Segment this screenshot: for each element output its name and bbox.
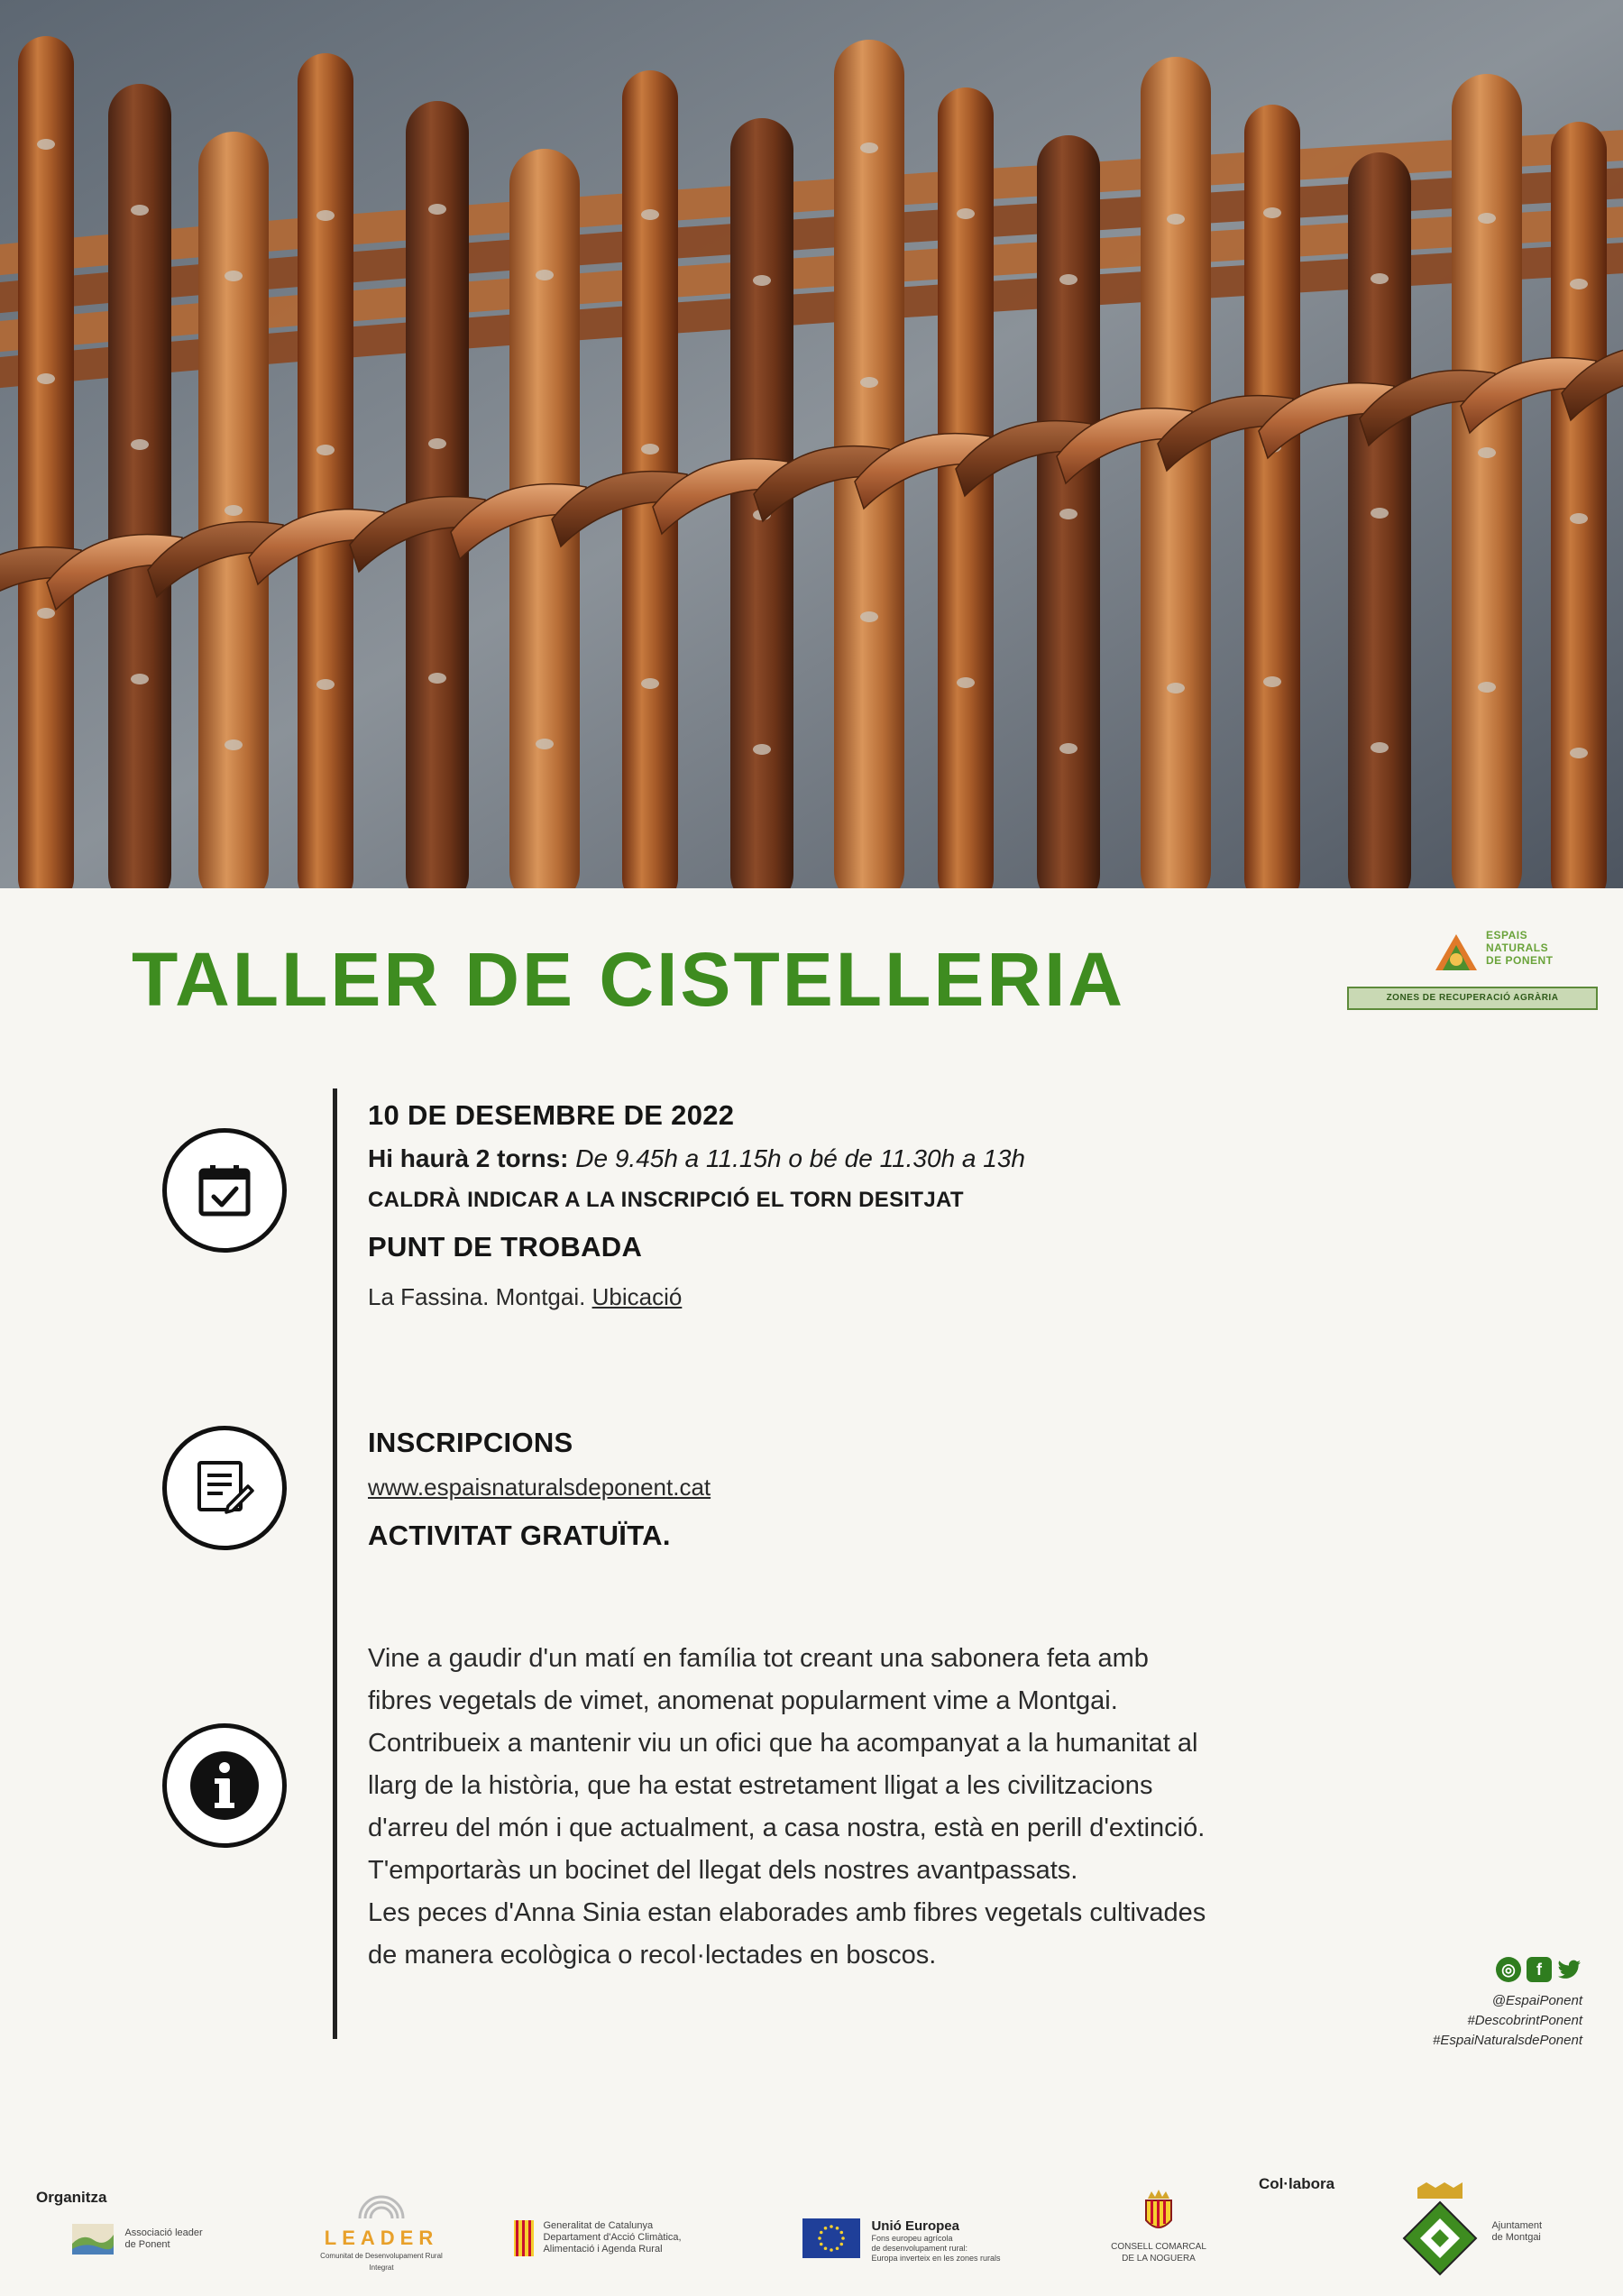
wicker-knot <box>1371 273 1389 284</box>
logo-name-line: DE PONENT <box>1486 954 1554 967</box>
wicker-knot <box>316 679 335 690</box>
consell-comarcal-logo <box>1091 2188 1226 2264</box>
event-date: 10 DE DESEMBRE DE 2022 <box>368 1099 735 1131</box>
registration-form-icon <box>162 1426 287 1550</box>
eu-star <box>839 2231 843 2235</box>
meeting-place <box>368 1283 1025 1311</box>
wicker-knot <box>957 677 975 688</box>
wicker-knot <box>1263 207 1281 218</box>
facebook-icon[interactable]: f <box>1527 1957 1552 1982</box>
social-block <box>1433 1957 1582 2051</box>
wicker-knot <box>1371 742 1389 753</box>
description-line: Vine a gaudir d'un matí en família tot creant una sabonera feta amb <box>368 1644 1149 1673</box>
description-line: de manera ecològica o recol·lectades en boscos. <box>368 1941 937 1970</box>
twitter-icon[interactable] <box>1557 1957 1582 1982</box>
social-icons <box>1433 1957 1582 1982</box>
leaf-house-icon <box>1430 927 1482 976</box>
leader-subtitle: Comunitat de Desenvolupament Rural Integrat <box>320 2252 443 2272</box>
info-icon <box>162 1723 287 1848</box>
wicker-knot <box>37 608 55 619</box>
wicker-knot <box>753 744 771 755</box>
eu-flag-icon <box>802 2218 860 2258</box>
wicker-knot <box>1167 214 1185 225</box>
registration-details <box>368 1427 711 1552</box>
logo-text: Alimentació i Agenda Rural <box>543 2244 663 2255</box>
wicker-knot <box>536 270 554 280</box>
logo-text: de Ponent <box>124 2239 170 2250</box>
description-line: Les peces d'Anna Sinia estan elaborades amb fibres vegetals cultivades <box>368 1898 1206 1927</box>
eu-title: Unió Europea <box>871 2218 959 2234</box>
wicker-stake <box>1141 57 1211 888</box>
free-activity-label: ACTIVITAT GRATUÏTA. <box>368 1520 671 1551</box>
wicker-knot <box>957 208 975 219</box>
wicker-knot <box>37 139 55 150</box>
wicker-stake <box>1452 74 1522 888</box>
wicker-knot <box>1570 748 1588 758</box>
wicker-knot <box>225 505 243 516</box>
wicker-knot <box>536 739 554 749</box>
logo-text: Europa inverteix en les zones rurals <box>871 2254 1001 2263</box>
eu-star <box>824 2227 828 2230</box>
eu-star <box>820 2243 823 2246</box>
logo-name <box>1486 929 1554 967</box>
logo-text: Departament d'Acció Climàtica, <box>543 2232 682 2243</box>
wicker-knot <box>37 373 55 384</box>
generalitat-logo <box>514 2220 682 2256</box>
leader-logo <box>309 2182 454 2273</box>
eu-star <box>841 2236 845 2240</box>
description-line: fibres vegetals de vimet, anomenat popularment vime a Montgai. <box>368 1686 1118 1715</box>
registration-link[interactable]: www.espaisnaturalsdeponent.cat <box>368 1474 711 1501</box>
logo-text: de desenvolupament rural: <box>871 2244 968 2253</box>
wicker-knot <box>225 271 243 281</box>
wicker-knot <box>641 678 659 689</box>
page-title: TALLER DE CISTELLERIA <box>132 937 1126 1022</box>
event-details <box>368 1099 1025 1311</box>
wicker-knot <box>1478 682 1496 693</box>
wicker-knot <box>641 209 659 220</box>
logo-text: Associació leader <box>124 2227 203 2238</box>
description-line: T'emportaràs un bocinet del llegat dels nostres avantpassats. <box>368 1856 1078 1885</box>
wicker-stake <box>18 36 74 888</box>
senyera-icon <box>514 2220 534 2256</box>
wicker-knot <box>428 204 446 215</box>
wicker-knot <box>860 377 878 388</box>
calendar-check-icon <box>162 1128 287 1253</box>
espais-naturals-logo <box>1343 922 1600 1014</box>
wicker-knot <box>1059 274 1077 285</box>
vertical-divider <box>333 1088 337 2039</box>
wicker-knot <box>131 205 149 216</box>
logo-name-line: NATURALS <box>1486 941 1549 954</box>
hero-photo-wicker-basket <box>0 0 1623 888</box>
leader-wordmark <box>309 2227 454 2250</box>
logo-name-line: ESPAIS <box>1486 929 1528 941</box>
eu-star <box>830 2225 833 2228</box>
wicker-knot <box>860 611 878 622</box>
description-line: llarg de la història, que ha estat estretament lligat a les civilitzacions <box>368 1771 1153 1800</box>
event-turns <box>368 1144 1025 1173</box>
coat-of-arms-icon <box>1141 2188 1177 2236</box>
social-hashtag: #EspaiNaturalsdePonent <box>1433 2033 1582 2048</box>
wicker-stake <box>406 101 469 888</box>
wicker-knot <box>1263 676 1281 687</box>
wicker-knot <box>860 142 878 153</box>
social-hashtag: #DescobrintPonent <box>1467 2013 1582 2028</box>
ajuntament-montgai-logo <box>1399 2182 1542 2276</box>
leader-text: LEADER <box>324 2227 439 2249</box>
wicker-knot <box>1478 213 1496 224</box>
instagram-icon[interactable]: ◎ <box>1496 1957 1521 1982</box>
wicker-knot <box>641 444 659 455</box>
wicker-knot <box>1167 683 1185 693</box>
logo-text: Ajuntament <box>1491 2220 1543 2231</box>
wicker-knot <box>316 445 335 455</box>
eu-star <box>836 2227 839 2230</box>
wicker-knot <box>428 438 446 449</box>
wicker-stake <box>1348 152 1411 888</box>
meeting-heading: PUNT DE TROBADA <box>368 1231 643 1263</box>
wicker-knot <box>753 275 771 286</box>
associacio-leader-logo <box>72 2224 203 2255</box>
wicker-knot <box>1570 279 1588 289</box>
turns-detail: De 9.45h a 11.15h o bé de 11.30h a 13h <box>575 1144 1025 1172</box>
meeting-place-text: La Fassina. Montgai. <box>368 1283 586 1310</box>
leader-arc-icon <box>354 2182 408 2220</box>
organitza-label: Organitza <box>36 2189 107 2206</box>
wicker-stake <box>108 84 171 888</box>
description-line: Contribueix a mantenir viu un ofici que ha acompanyat a la humanitat al <box>368 1729 1198 1758</box>
activity-description <box>368 1638 1540 1977</box>
logo-tagline-bar: ZONES DE RECUPERACIÓ AGRÀRIA <box>1347 987 1598 1010</box>
eu-star <box>839 2243 843 2246</box>
wicker-stake <box>1551 122 1607 888</box>
wicker-knot <box>428 673 446 684</box>
wicker-knot <box>1059 509 1077 519</box>
description-line: d'arreu del món i que actualment, a casa nostra, està en perill d'extinció. <box>368 1814 1206 1842</box>
logo-text: DE LA NOGUERA <box>1122 2254 1196 2264</box>
wicker-knot <box>1371 508 1389 519</box>
wicker-knot <box>131 674 149 684</box>
collabora-label: Col·labora <box>1259 2175 1335 2192</box>
registration-heading: INSCRIPCIONS <box>368 1427 573 1458</box>
location-link[interactable]: Ubicació <box>591 1283 683 1310</box>
logo-text: de Montgai <box>1491 2232 1541 2243</box>
logo-text: Fons europeu agrícola <box>871 2234 953 2243</box>
wicker-knot <box>225 739 243 750</box>
wicker-knot <box>1478 447 1496 458</box>
logo-text: CONSELL COMARCAL <box>1111 2242 1206 2252</box>
wicker-knot <box>131 439 149 450</box>
social-handle: @EspaiPonent <box>1491 1993 1582 2008</box>
wicker-stake <box>298 53 353 888</box>
eu-star <box>820 2231 823 2235</box>
wicker-knot <box>1570 513 1588 524</box>
wicker-knot <box>316 210 335 221</box>
montgai-crest-icon <box>1399 2182 1481 2276</box>
wicker-knot <box>1059 743 1077 754</box>
eu-star <box>836 2246 839 2250</box>
wicker-illustration <box>0 0 1623 888</box>
eu-star <box>830 2248 833 2252</box>
turn-note: CALDRÀ INDICAR A LA INSCRIPCIÓ EL TORN DESITJAT <box>368 1188 964 1212</box>
eu-star <box>818 2236 821 2240</box>
logo-text: Generalitat de Catalunya <box>543 2220 654 2231</box>
eu-logo <box>802 2218 1001 2264</box>
turns-label: Hi haurà 2 torns: <box>368 1144 569 1172</box>
wicker-stake <box>1244 105 1300 888</box>
eu-star <box>824 2246 828 2250</box>
